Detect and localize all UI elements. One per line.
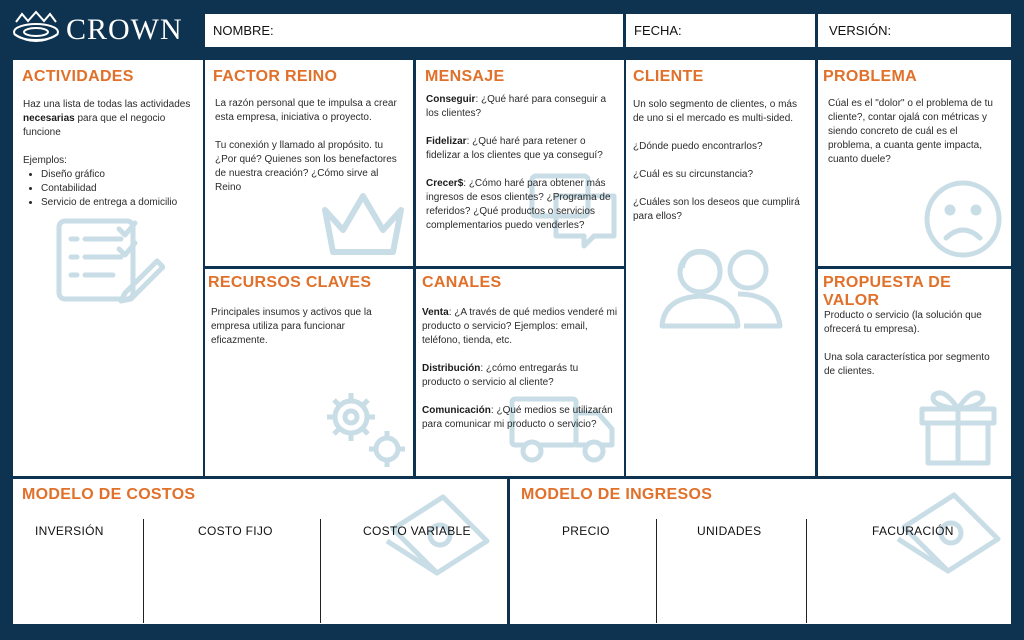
crown-icon (319, 190, 407, 265)
cliente-box (626, 60, 815, 476)
cliente-title: CLIENTE (633, 68, 704, 85)
ingresos-col-precio: PRECIO (562, 524, 610, 538)
factor-reino-title: FACTOR REINO (213, 68, 338, 85)
list-item: • Diseño gráfico (41, 168, 198, 182)
ingresos-title: MODELO DE INGRESOS (521, 486, 713, 503)
column-divider (143, 519, 144, 623)
version-label: VERSIÓN: (829, 23, 892, 38)
canales-box (416, 269, 624, 476)
version-field[interactable] (818, 14, 1011, 47)
propuesta-text: Producto o servicio (la solución que ofrecerá tu empresa). Una sola característica por segmento de clientes. (824, 310, 990, 377)
factor-reino-box (205, 60, 413, 266)
column-divider (806, 519, 807, 623)
propuesta-box (818, 269, 1011, 476)
gears-icon (317, 387, 409, 474)
recursos-box (205, 269, 413, 476)
nombre-label: NOMBRE: (213, 23, 274, 38)
ingresos-col-facturacion: FACURACIÓN (872, 524, 954, 538)
problema-box (818, 60, 1011, 266)
ingresos-col-unidades: UNIDADES (697, 524, 762, 538)
problema-title: PROBLEMA (823, 68, 917, 85)
mensaje-box (416, 60, 624, 266)
canales-title: CANALES (422, 274, 502, 291)
column-divider (320, 519, 321, 623)
fecha-label: FECHA: (634, 23, 682, 38)
examples-label: Ejemplos: (23, 155, 67, 166)
recursos-text: Principales insumos y activos que la empresa utiliza para funcionar eficazmente. (211, 307, 372, 346)
column-divider (656, 519, 657, 623)
costos-box (13, 479, 507, 624)
fecha-field[interactable] (626, 14, 815, 47)
canales-text: Venta: ¿A través de qué medios venderé mi producto o servicio? Ejemplos: email, teléfono, tienda, etc. Distribución: ¿cómo entregarás tu producto o servicio al cliente? Comunicación: ¿Qué medios se utilizarán para comunicar mi producto o servicio? (422, 307, 618, 430)
actividades-text: Haz una lista de todas las actividades necesarias para que el negocio funcione Ejemplos: • Diseño gráfico • Contabilidad • Servicio de entrega a domicilio (23, 98, 198, 210)
list-item: • Servicio de entrega a domicilio (41, 196, 198, 210)
checklist-icon (53, 215, 165, 310)
logo-text: CROWN (66, 13, 183, 46)
crown-logo-icon (10, 8, 62, 53)
recursos-title: RECURSOS CLAVES (208, 274, 372, 291)
mensaje-title: MENSAJE (425, 68, 505, 85)
problema-text: Cúal es el "dolor" o el problema de tu cliente?, contar ojalá con métricas y siendo concreto de cuál es el problema, a cuanta gente impacta, cuanto duele? (828, 98, 993, 165)
examples-list (41, 168, 198, 210)
actividades-box (13, 60, 203, 476)
costos-title: MODELO DE COSTOS (22, 486, 196, 503)
costos-col-costo-fijo: COSTO FIJO (198, 524, 273, 538)
actividades-title: ACTIVIDADES (22, 68, 134, 85)
sad-face-icon (922, 178, 1004, 265)
costos-col-costo-variable: COSTO VARIABLE (363, 524, 471, 538)
gift-icon (914, 381, 1002, 472)
people-icon (656, 240, 786, 337)
logo (10, 8, 195, 52)
costos-col-inversion: INVERSIÓN (35, 524, 104, 538)
nombre-field[interactable] (205, 14, 623, 47)
factor-reino-text: La razón personal que te impulsa a crear esta empresa, iniciativa o proyecto. Tu conexión y llamado al propósito. tu ¿Por qué? Quienes son los benefactores de nuestra creación? ¿Cómo sirve al Reino (215, 98, 397, 193)
cliente-text: Un solo segmento de clientes, o más de uno si el mercado es multi-sided. ¿Dónde puedo encontrarlos? ¿Cuál es su circunstancia? ¿Cuáles son los deseos que cumplirá para ellos? (633, 99, 800, 222)
mensaje-text: Conseguir: ¿Qué haré para conseguir a los clientes? Fidelizar: ¿Qué haré para retener o fidelizar a los clientes que ya conseguí? Crecer$: ¿Cómo haré para obtener más ingresos de esos clientes? ¿Programa de referidos? ¿Qué productos o servicios complementarios puedo venderles? (426, 94, 611, 231)
ingresos-box (510, 479, 1011, 624)
list-item: • Contabilidad (41, 182, 198, 196)
propuesta-title: PROPUESTA DE VALOR (823, 274, 952, 309)
